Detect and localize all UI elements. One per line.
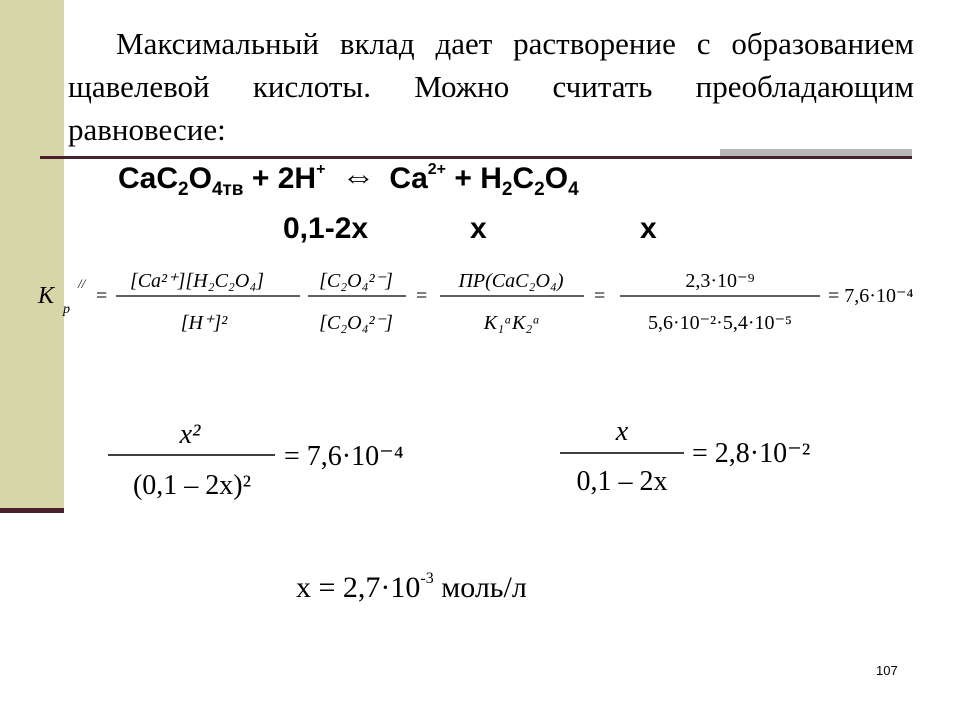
svg-text:0,1 – 2x: 0,1 – 2x (576, 466, 668, 497)
svg-text:= 7,6·10⁻⁴: = 7,6·10⁻⁴ (828, 285, 914, 307)
concentration-cac2o4: 0,1-2x (283, 212, 369, 245)
svg-text:[Ca²⁺][H₂C₂O₄]: [Ca²⁺][H₂C₂O₄] (129, 270, 265, 292)
svg-text://: // (78, 276, 86, 291)
equilibrium-arrow-icon: ⇔ (341, 158, 376, 196)
answer: $x = 2,7\cdot 10^{-3}$ моль/л (296, 570, 527, 604)
slide-number: 107 (876, 663, 898, 678)
equation-left (108, 419, 404, 501)
concentration-h2c2o4: x (640, 212, 657, 245)
svg-text:[H⁺]²: [H⁺]² (180, 312, 228, 334)
svg-text:=: = (594, 285, 606, 307)
svg-text:[C₂O₄²⁻]: [C₂O₄²⁻] (319, 270, 393, 292)
svg-text:=: = (416, 285, 428, 307)
svg-text:2,3·10⁻⁹: 2,3·10⁻⁹ (685, 270, 755, 292)
svg-text:x: x (615, 416, 629, 447)
svg-text:K: K (38, 283, 55, 309)
reaction-equation: $CaC_2O_{4тв} + 2H^+$ ⇔ $Ca^{2+} + H_2C_2O_4$ (118, 158, 579, 200)
svg-text:= 2,8·10⁻²: = 2,8·10⁻² (692, 438, 811, 469)
concentration-ca: x (470, 212, 487, 245)
svg-text:p: p (63, 302, 70, 317)
svg-text:ПР(CaC₂O₄): ПР(CaC₂O₄) (458, 270, 564, 292)
svg-text:x²: x² (179, 419, 201, 450)
svg-text:=: = (96, 285, 108, 307)
svg-text:(0,1 – 2x)²: (0,1 – 2x)² (132, 470, 252, 501)
intro-paragraph: Максимальный вклад дает растворение с образованием щавелевой кислоты. Можно считать преобладающим равновесие: (68, 26, 914, 147)
svg-text:K₁ᵃK₂ᵃ: K₁ᵃK₂ᵃ (483, 312, 541, 334)
svg-text:5,6·10⁻²·5,4·10⁻⁵: 5,6·10⁻²·5,4·10⁻⁵ (647, 312, 793, 334)
equation-right (560, 416, 810, 497)
svg-text:[C₂O₄²⁻]: [C₂O₄²⁻] (319, 312, 393, 334)
kp-equation (37, 270, 913, 334)
svg-text:= 7,6·10⁻⁴: = 7,6·10⁻⁴ (284, 441, 404, 472)
